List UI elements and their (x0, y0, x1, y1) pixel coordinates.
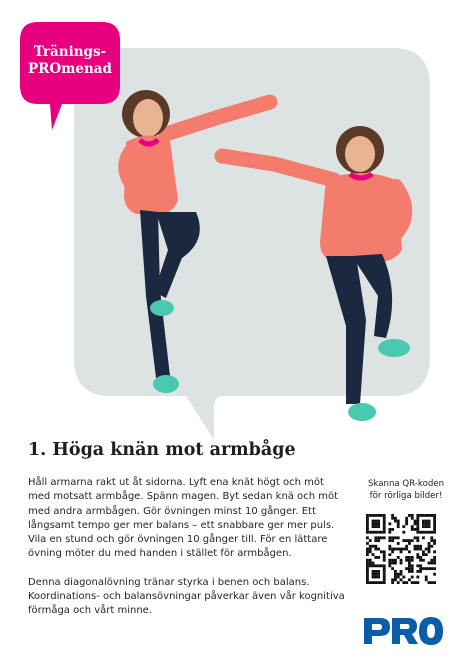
instructions-paragraph: Håll armarna rakt ut åt sidorna. Lyft ena knät högt och möt med motsatt armbåge. Spänn magen. Byt sedan knä och möt med andra armbågen. Gör övningen minst 10 gånger. Ett långsamt tempo ger mer balans – ett snabbare ger mer puls. Vila en stund och gör övningen 10 gånger till. För en lättare övning möter du med handen i stället för armbågen. (28, 477, 339, 560)
qr-caption-line-2: för rörliga bilder! (369, 491, 443, 501)
exercise-title: 1. Höga knän mot armbåge (28, 440, 296, 460)
badge-text (24, 44, 116, 78)
qr-caption-line-1: Skanna QR-koden (367, 479, 445, 489)
pro-logo (362, 616, 444, 646)
badge-line-1: Tränings- (33, 44, 107, 60)
qr-caption (356, 478, 456, 502)
badge-line-2: PROmenad (27, 61, 112, 77)
exercise-figure-right (214, 124, 424, 430)
benefits-paragraph: Denna diagonalövning tränar styrka i benen och balans. Koordinations- och balansövningar påverkar även vår kognitiva förmåga och vårt minne. (28, 576, 345, 617)
exercise-description (28, 476, 346, 633)
qr-code-icon[interactable] (366, 514, 436, 584)
